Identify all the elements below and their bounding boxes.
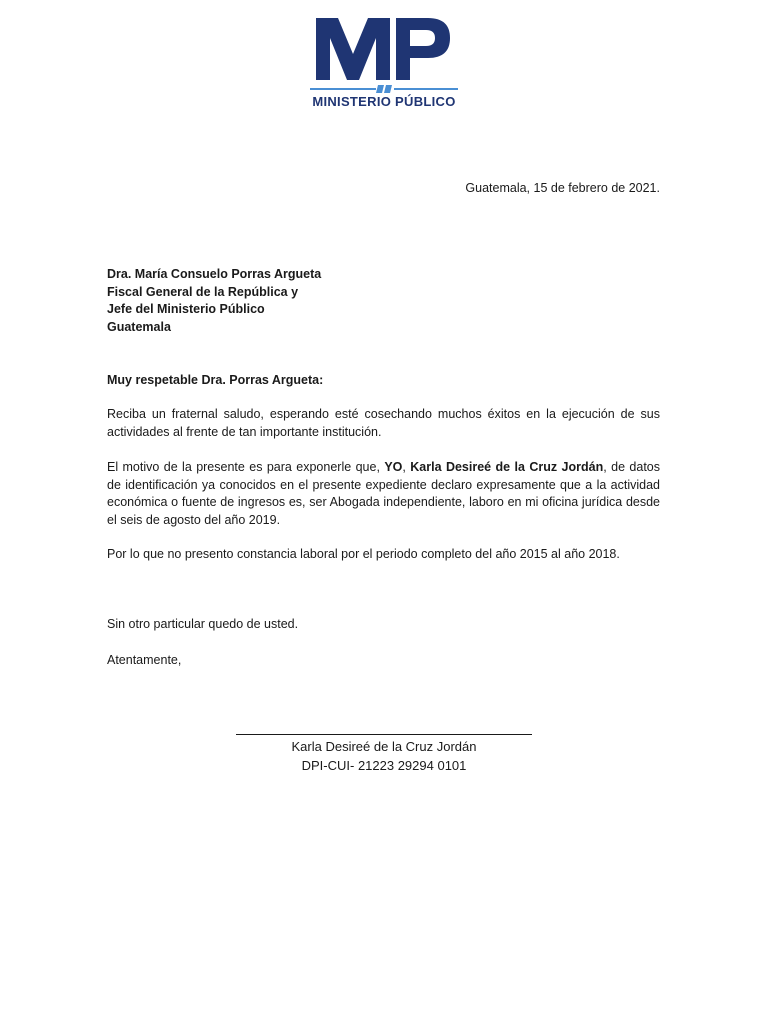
addressee-block: [107, 266, 321, 336]
addressee-name: Dra. María Consuelo Porras Argueta: [107, 267, 322, 281]
logo-caption: MINISTERIO PÚBLICO: [312, 94, 456, 109]
declaration-intro: El motivo de la presente es para exponerle que,: [107, 460, 385, 474]
declaration-separator: ,: [402, 460, 411, 474]
signature-line: [236, 734, 532, 735]
addressee-title-2: Jefe del Ministerio Público: [107, 302, 265, 316]
signature-name: Karla Desireé de la Cruz Jordán: [291, 739, 477, 754]
declaration-body: , de datos de identificación ya conocidos en el presente expediente declaro expresamente que a la actividad económica o fuente de ingresos es, ser Abogada independiente, laboro en mi oficina jurídica desde el seis de agosto del año 2019.: [107, 460, 661, 527]
declarant-name: Karla Desireé de la Cruz Jordán: [410, 460, 604, 474]
date-line: Guatemala, 15 de febrero de 2021.: [465, 181, 660, 195]
addressee-title: Fiscal General de la República y: [107, 284, 299, 299]
paragraph-declaration: [107, 459, 660, 529]
closing-sign-off: Atentamente,: [107, 653, 182, 667]
declaration-yo: YO: [384, 460, 403, 474]
signature-id: DPI-CUI- 21223 29294 0101: [301, 758, 467, 773]
salutation: Muy respetable Dra. Porras Argueta:: [107, 373, 324, 387]
mp-logo-graphic: [308, 14, 460, 94]
paragraph-conclusion: Por lo que no presento constancia laboral por el periodo completo del año 2015 al año 2018.: [107, 547, 620, 561]
closing-line: Sin otro particular quedo de usted.: [107, 617, 299, 631]
mp-logo: [308, 14, 460, 114]
addressee-location: Guatemala: [107, 319, 171, 334]
paragraph-greeting: Reciba un fraternal saludo, esperando esté cosechando muchos éxitos en la ejecución de sus actividades al frente de tan importante institución.: [107, 407, 660, 439]
